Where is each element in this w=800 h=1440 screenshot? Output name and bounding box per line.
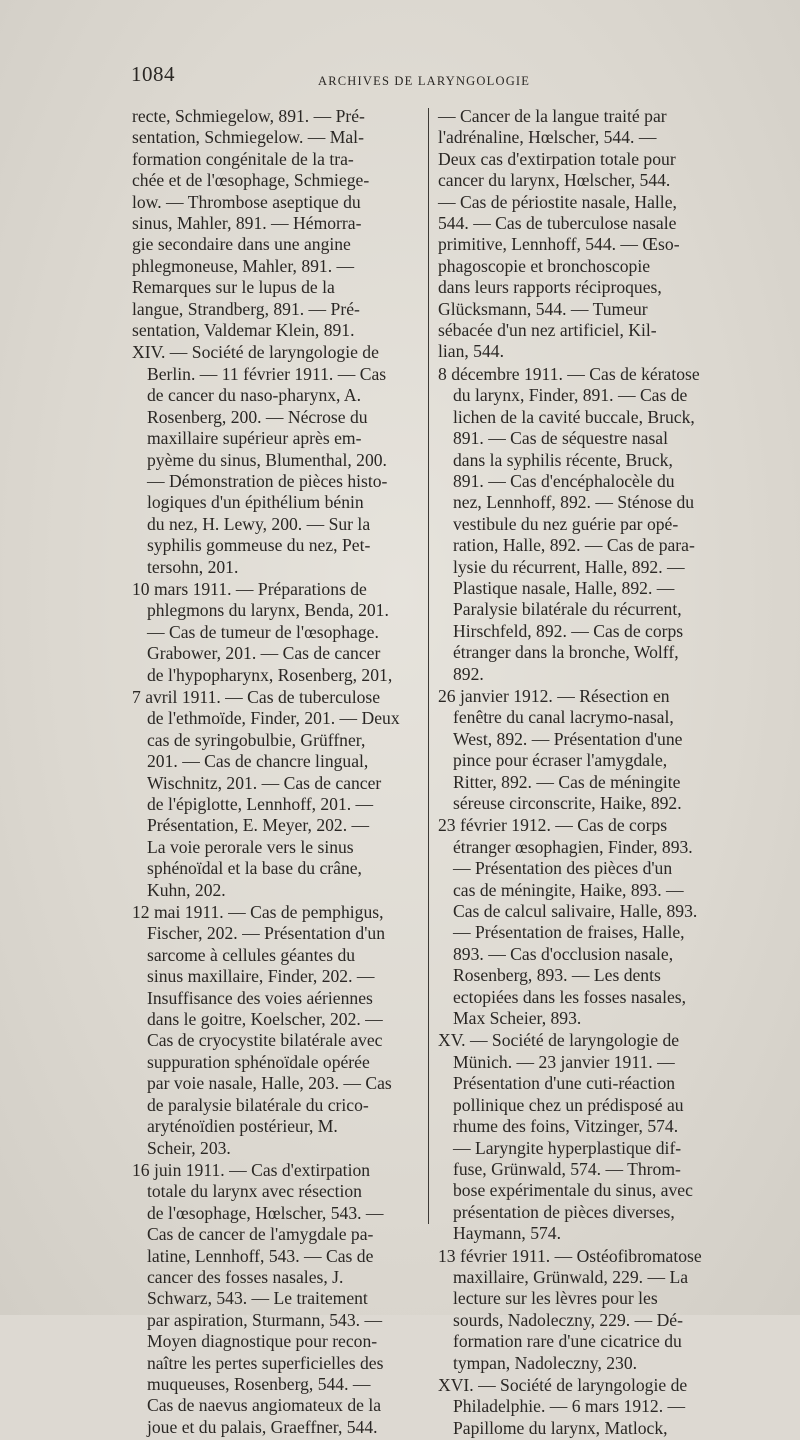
index-entry: XVI. — Société de laryngologie de Philadelphie. — 6 mars 1912. — Papillome du larynx, Matlock, <box>438 1374 688 1438</box>
index-entry: recte, Schmiegelow, 891. — Pré- sentation, Schmiegelow. — Mal- formation congénitale de la tra- chée et de l'œsophage, Schmiege- low. — Thrombose aseptique du sinus, Mahler, 891. — Hémorra- gie secondaire dans une angine phlegmoneuse, Mahler, 891. — Remarques sur le lupus de la langue, Strandberg, 891. — Pré- sentation, Valdemar Klein, 891. <box>132 106 370 341</box>
page-header <box>0 62 800 92</box>
index-entry: 12 mai 1911. — Cas de pemphigus, Fischer, 202. — Présentation d'un sarcome à cellules géantes du sinus maxillaire, Finder, 202. — Insuffisance des voies aériennes dans le goitre, Koelscher, 202. — Cas de cryocystite bilatérale avec suppuration sphénoïdale opérée par voie nasale, Halle, 203. — Cas de paralysie bilatérale du crico- aryténoïdien postérieur, M. Scheir, 203. <box>132 902 392 1158</box>
page-number: 1084 <box>131 62 175 86</box>
index-entry: 13 février 1911. — Ostéofibromatose maxillaire, Grünwald, 229. — La lecture sur les lèvres pour les sourds, Nadoleczny, 229. — Dé- formation rare d'une cicatrice du tympan, Nadoleczny, 230. <box>438 1245 702 1373</box>
index-entry: 16 juin 1911. — Cas d'extirpation totale du larynx avec résection de l'œsophage, Hœlscher, 543. — Cas de cancer de l'amygdale pa- latine, Lennhoff, 543. — Cas de cancer des fosses nasales, J. Schwarz, 543. — Le traitement par aspiration, Sturmann, 543. — Moyen diagnostique pour recon- naître les pertes superficielles des muqueuses, Rosenberg, 544. — Cas de naevus angiomateux de la joue et du palais, Graeffner, 544. <box>132 1159 384 1437</box>
index-entry: 8 décembre 1911. — Cas de kératose du larynx, Finder, 891. — Cas de lichen de la cavité buccale, Bruck, 891. — Cas de séquestre nasal dans la syphilis récente, Bruck, 891. — Cas d'encéphalocèle du nez, Lennhoff, 892. — Sténose du vestibule du nez guérie par opé- ration, Halle, 892. — Cas de para- lysie du récurrent, Halle, 892. — Plastique nasale, Halle, 892. — Paralysie bilatérale du récurrent, Hirschfeld, 892. — Cas de corps étranger dans la bronche, Wolff, 892. <box>438 363 700 684</box>
index-entry: 26 janvier 1912. — Résection en fenêtre du canal lacrymo-nasal, West, 892. — Présentation d'une pince pour écraser l'amygdale, Ritter, 892. — Cas de méningite séreuse circonscrite, Haike, 892. <box>438 685 683 813</box>
index-entry: 23 février 1912. — Cas de corps étranger œsophagien, Finder, 893. — Présentation des pièces d'un cas de méningite, Haike, 893. — Cas de calcul salivaire, Halle, 893. — Présentation de fraises, Halle, 893. — Cas d'occlusion nasale, Rosenberg, 893. — Les dents ectopiées dans les fosses nasales, Max Scheier, 893. <box>438 815 698 1029</box>
left-column <box>132 106 418 1439</box>
index-entry: XIV. — Société de laryngologie de Berlin. — 11 février 1911. — Cas de cancer du naso-pharynx, A. Rosenberg, 200. — Nécrose du maxillaire supérieur après em- pyème du sinus, Blumenthal, 200. — Démonstration de pièces histo- logiques d'un épithélium bénin du nez, H. Lewy, 200. — Sur la syphilis gommeuse du nez, Pet- tersohn, 201. <box>132 342 388 577</box>
index-entry: 10 mars 1911. — Préparations de phlegmons du larynx, Benda, 201. — Cas de tumeur de l'œsophage. Grabower, 201. — Cas de cancer de l'hypopharynx, Rosenberg, 201, <box>132 578 393 685</box>
index-entry: 7 avril 1911. — Cas de tuberculose de l'ethmoïde, Finder, 201. — Deux cas de syringobulbie, Grüffner, 201. — Cas de chancre lingual, Wischnitz, 201. — Cas de cancer de l'épiglotte, Lennhoff, 201. — Présentation, E. Meyer, 202. — La voie perorale vers le sinus sphénoïdal et la base du crâne, Kuhn, 202. <box>132 686 400 900</box>
index-entry: — Cancer de la langue traité par l'adrénaline, Hœlscher, 544. — Deux cas d'extirpation totale pour cancer du larynx, Hœlscher, 544. — Cas de périostite nasale, Halle, 544. — Cas de tuberculose nasale primitive, Lennhoff, 544. — Œso- phagoscopie et bronchoscopie dans leurs rapports réciproques, Glücksmann, 544. — Tumeur sébacée d'un nez artificiel, Kil- lian, 544. <box>438 106 680 362</box>
column-divider <box>428 108 429 1224</box>
running-title: ARCHIVES DE LARYNGOLOGIE <box>318 74 531 88</box>
index-entry: XV. — Société de laryngologie de Münich. — 23 janvier 1911. — Présentation d'une cuti-réaction pollinique chez un prédisposé au rhume des foins, Vitzinger, 574. — Laryngite hyperplastique dif- fuse, Grünwald, 574. — Throm- bose expérimentale du sinus, avec présentation de pièces diverses, Haymann, 574. <box>438 1030 693 1244</box>
right-column <box>438 106 758 1440</box>
